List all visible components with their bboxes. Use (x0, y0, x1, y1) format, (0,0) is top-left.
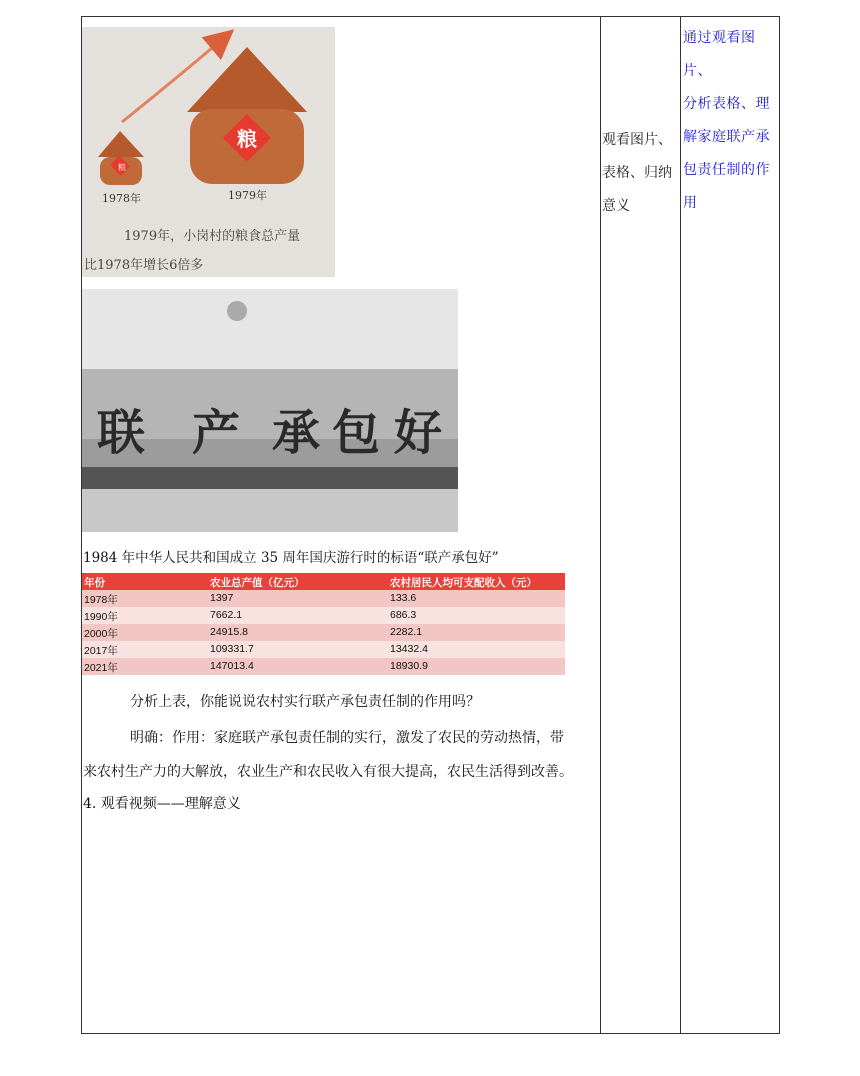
banner-char-4: 包 (332, 405, 381, 461)
table-row (82, 641, 565, 658)
column-divider (680, 16, 681, 1034)
table-header-row (82, 573, 565, 590)
intent-line: 包责任制的作 (683, 162, 770, 178)
table-cell: 686.3 (390, 609, 417, 621)
table-cell: 24915.8 (210, 626, 248, 638)
table-cell: 18930.9 (390, 660, 428, 672)
table-row (82, 658, 565, 675)
banner-char-2: 产 (192, 405, 241, 461)
table-cell: 7662.1 (210, 609, 243, 621)
tractors (82, 467, 458, 489)
intent-line: 分析表格、理 (683, 96, 770, 112)
activity-line: 观看图片、 (602, 132, 672, 148)
design-intent (683, 22, 781, 220)
emblem-icon (227, 301, 247, 321)
table-row (82, 590, 565, 607)
table-cell: 1990年 (84, 611, 118, 623)
table-cell: 2017年 (84, 645, 118, 657)
activity-line: 表格、归纳 (602, 165, 672, 181)
table-cell: 2021年 (84, 662, 118, 674)
table-cell: 133.6 (390, 592, 417, 604)
table-cell: 147013.4 (210, 660, 254, 672)
photo1-caption-line2: 比1978年增长6倍多 (84, 258, 204, 273)
table-header: 年份 (84, 577, 105, 589)
table-cell: 2000年 (84, 628, 118, 640)
table-cell: 13432.4 (390, 643, 428, 655)
label-1979: 1979年 (228, 189, 267, 202)
table-cell: 109331.7 (210, 643, 254, 655)
banner-char-1: 联 (97, 405, 146, 461)
activity-line: 意义 (602, 198, 630, 214)
table-row (82, 607, 565, 624)
step-4-heading: 4. 观看视频——理解意义 (83, 796, 241, 812)
data-table (82, 573, 565, 675)
parade-photo (82, 289, 458, 532)
column-divider (600, 16, 601, 1034)
answer-line-2: 来农村生产力的大解放，农业生产和农民收入有很大提高，农民生活得到改善。 (83, 764, 573, 780)
table-cell: 1978年 (84, 594, 118, 606)
intent-line: 用 (683, 195, 698, 211)
intent-line: 解家庭联产承 (683, 129, 770, 145)
table-row (82, 624, 565, 641)
parade-caption: 1984 年中华人民共和国成立 35 周年国庆游行时的标语“联产承包好” (83, 550, 499, 566)
intent-line: 通过观看图片、 (683, 30, 756, 79)
photo1-caption-line1: 1979年，小岗村的粮食总产量 (124, 229, 301, 244)
banner-char-3: 承 (272, 405, 321, 461)
answer-line-1: 明确：作用：家庭联产承包责任制的实行，激发了农民的劳动热情，带 (130, 730, 564, 746)
granary-photo (82, 27, 335, 277)
big-granary-badge: 粮 (237, 127, 257, 151)
banner-char-5: 好 (394, 405, 443, 461)
big-granary-icon (187, 47, 307, 184)
student-activity (602, 124, 678, 223)
table-header: 农业总产值（亿元） (210, 577, 305, 589)
small-granary-badge: 粮 (118, 163, 126, 172)
table-header: 农村居民人均可支配收入（元） (390, 577, 537, 589)
small-granary-icon (98, 131, 144, 185)
table-cell: 2282.1 (390, 626, 423, 638)
question-text: 分析上表，你能说说农村实行联产承包责任制的作用吗？ (130, 694, 480, 710)
label-1978: 1978年 (102, 192, 141, 205)
table-cell: 1397 (210, 592, 234, 604)
